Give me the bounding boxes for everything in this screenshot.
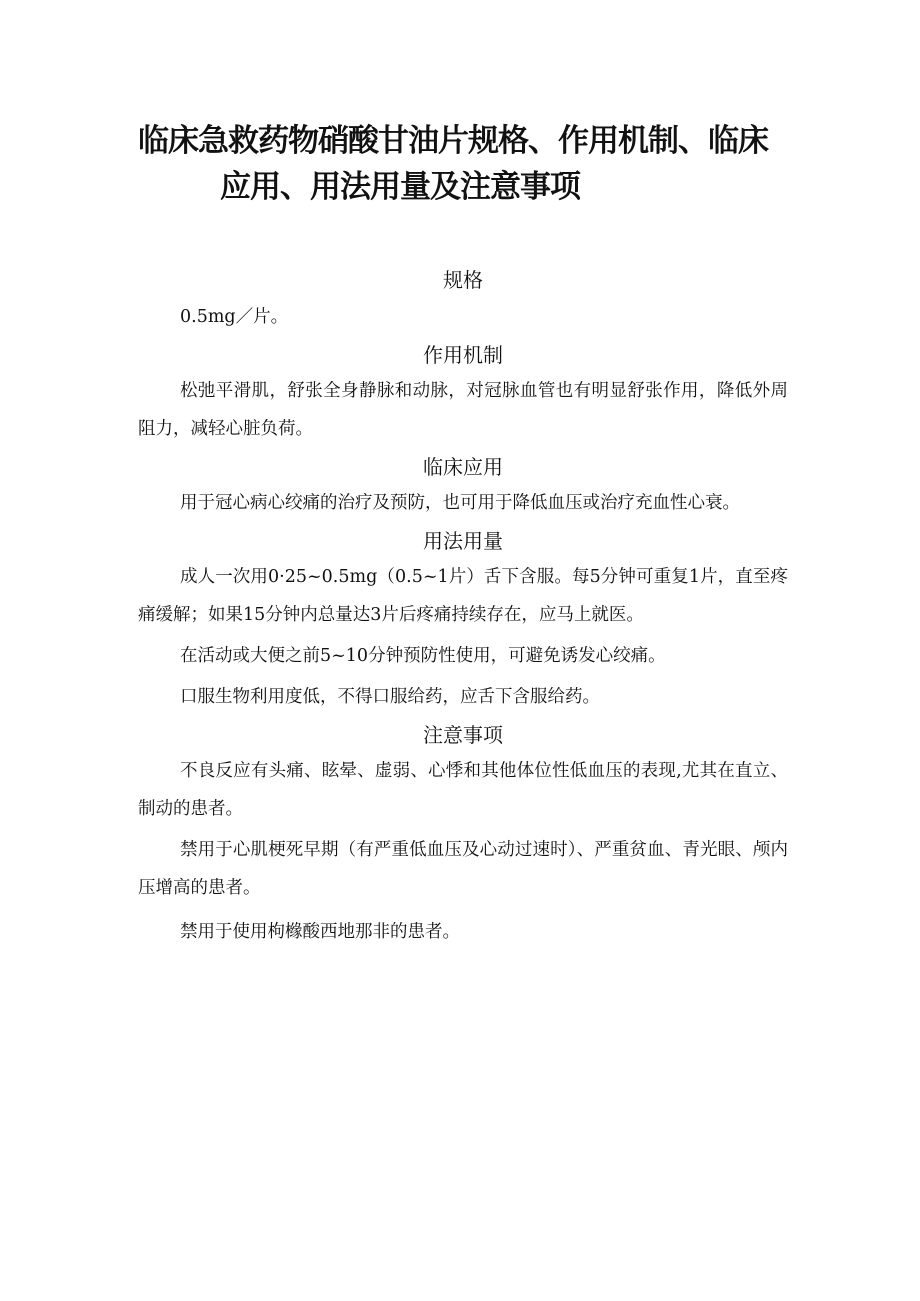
precautions-paragraph-3: 禁用于使用枸橼酸西地那非的患者。 xyxy=(180,922,460,942)
document-title-line-1: 临床急救药物硝酸甘油片规格、作用机制、临床 xyxy=(138,123,768,159)
mechanism-paragraph: 松弛平滑肌，舒张全身静脉和动脉，对冠脉血管也有明显舒张作用，降低外周阻力，减轻心脏负荷。 xyxy=(138,381,788,439)
dosage-paragraph-3: 口服生物利用度低，不得口服给药，应舌下含服给药。 xyxy=(180,687,600,707)
section-spec xyxy=(138,267,788,336)
section-heading-mechanism: 作用机制 xyxy=(423,343,503,367)
section-dosage xyxy=(138,528,788,716)
section-clinical-use xyxy=(138,454,788,522)
section-heading-precautions: 注意事项 xyxy=(423,723,503,747)
section-heading-dosage: 用法用量 xyxy=(423,529,503,553)
precautions-paragraph-2: 禁用于心肌梗死早期（有严重低血压及心动过速时）、严重贫血、青光眼、颅内压增高的患者。 xyxy=(138,840,788,898)
precautions-paragraph-1: 不良反应有头痛、眩晕、虚弱、心悸和其他体位性低血压的表现,尤其在直立、制动的患者。 xyxy=(138,761,788,819)
document-title xyxy=(138,118,798,210)
section-heading-spec: 规格 xyxy=(443,268,483,292)
document-title-line-2: 应用、用法用量及注意事项 xyxy=(220,169,580,205)
spec-paragraph: 0.5mg／片。 xyxy=(180,307,289,327)
section-precautions xyxy=(138,722,788,951)
dosage-paragraph-1: 成人一次用0·25~0.5mg（0.5~1片）舌下含服。每5分钟可重复1片，直至疼痛缓解；如果15分钟内总量达3片后疼痛持续存在，应马上就医。 xyxy=(138,567,788,625)
section-mechanism xyxy=(138,342,788,448)
clinical-use-paragraph: 用于冠心病心绞痛的治疗及预防，也可用于降低血压或治疗充血性心衰。 xyxy=(180,493,740,513)
dosage-paragraph-2: 在活动或大便之前5~10分钟预防性使用，可避免诱发心绞痛。 xyxy=(180,646,666,666)
document-body xyxy=(138,262,788,951)
section-heading-clinical-use: 临床应用 xyxy=(423,455,503,479)
